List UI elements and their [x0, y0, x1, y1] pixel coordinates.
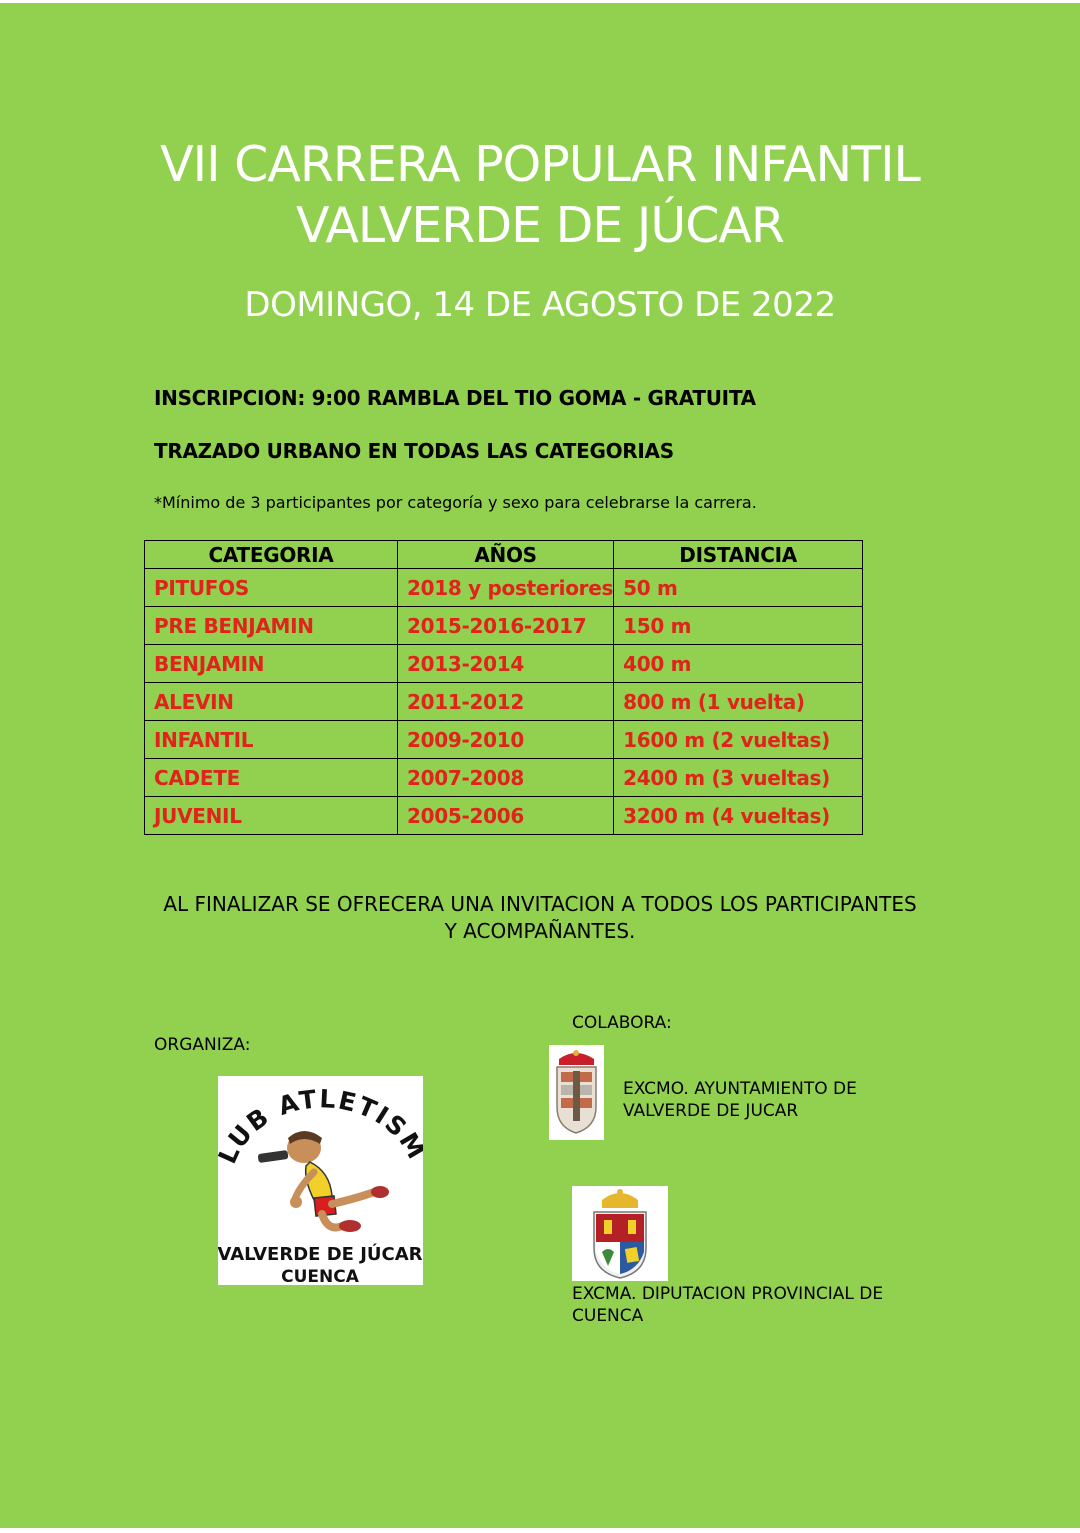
header-anos: AÑOS	[398, 541, 614, 569]
years-cell: 2015-2016-2017	[398, 607, 614, 645]
ayuntamiento-line-2: VALVERDE DE JUCAR	[623, 1101, 799, 1121]
ayuntamiento-coat-of-arms	[549, 1045, 604, 1140]
runner-logo-icon	[218, 1076, 423, 1285]
diputacion-coat-of-arms	[572, 1186, 668, 1281]
distance-cell: 50 m	[614, 569, 863, 607]
years-cell: 2011-2012	[398, 683, 614, 721]
closing-line-2: Y ACOMPAÑANTES.	[444, 919, 636, 943]
diputacion-name	[572, 1283, 883, 1327]
table-row	[145, 645, 863, 683]
logo-line-2: CUENCA	[281, 1267, 359, 1285]
logo-line-1: VALVERDE DE JÚCAR	[218, 1244, 423, 1265]
poster-background	[0, 3, 1080, 1528]
closing-message	[0, 891, 1080, 945]
table-row	[145, 721, 863, 759]
category-cell: PITUFOS	[145, 569, 398, 607]
table-row	[145, 797, 863, 835]
distance-cell: 150 m	[614, 607, 863, 645]
years-cell: 2018 y posteriores	[398, 569, 614, 607]
years-cell: 2007-2008	[398, 759, 614, 797]
title-line-2: VALVERDE DE JÚCAR	[296, 197, 784, 254]
coat-of-arms-icon	[549, 1045, 604, 1140]
logo-arc-text: UB ATLETIS	[222, 1084, 414, 1154]
closing-line-1: AL FINALIZAR SE OFRECERA UNA INVITACION A TODOS LOS PARTICIPANTES	[163, 892, 917, 916]
category-cell: BENJAMIN	[145, 645, 398, 683]
table-row	[145, 683, 863, 721]
participants-note: *Mínimo de 3 participantes por categoría y sexo para celebrarse la carrera.	[154, 493, 757, 512]
distance-cell: 400 m	[614, 645, 863, 683]
years-cell: 2013-2014	[398, 645, 614, 683]
event-date: DOMINGO, 14 DE AGOSTO DE 2022	[244, 285, 836, 325]
header-categoria: CATEGORIA	[145, 541, 398, 569]
category-cell: CADETE	[145, 759, 398, 797]
category-cell: ALEVIN	[145, 683, 398, 721]
category-cell: INFANTIL	[145, 721, 398, 759]
years-cell: 2009-2010	[398, 721, 614, 759]
diputacion-shield-icon	[572, 1186, 668, 1281]
table-row	[145, 759, 863, 797]
inscription-info: INSCRIPCION: 9:00 RAMBLA DEL TIO GOMA - GRATUITA	[154, 386, 756, 410]
header-distancia: DISTANCIA	[614, 541, 863, 569]
title-line-1: VII CARRERA POPULAR INFANTIL	[160, 136, 920, 193]
distance-cell: 800 m (1 vuelta)	[614, 683, 863, 721]
ayuntamiento-line-1: EXCMO. AYUNTAMIENTO DE	[623, 1079, 857, 1099]
category-cell: JUVENIL	[145, 797, 398, 835]
route-info: TRAZADO URBANO EN TODAS LAS CATEGORIAS	[154, 439, 674, 463]
table-header-row	[145, 541, 863, 569]
distance-cell: 1600 m (2 vueltas)	[614, 721, 863, 759]
categories-table	[144, 540, 863, 835]
table-row	[145, 569, 863, 607]
table-row	[145, 607, 863, 645]
colabora-label: COLABORA:	[572, 1013, 672, 1033]
distance-cell: 3200 m (4 vueltas)	[614, 797, 863, 835]
organiza-label: ORGANIZA:	[154, 1035, 251, 1055]
years-cell: 2005-2006	[398, 797, 614, 835]
category-cell: PRE BENJAMIN	[145, 607, 398, 645]
svg-text:CLUB ATLETISMO	[218, 1076, 423, 1168]
ayuntamiento-name	[623, 1078, 857, 1122]
diputacion-line-2: CUENCA	[572, 1306, 644, 1326]
diputacion-line-1: EXCMA. DIPUTACION PROVINCIAL DE	[572, 1284, 884, 1304]
club-atletismo-logo	[218, 1076, 423, 1285]
distance-cell: 2400 m (3 vueltas)	[614, 759, 863, 797]
